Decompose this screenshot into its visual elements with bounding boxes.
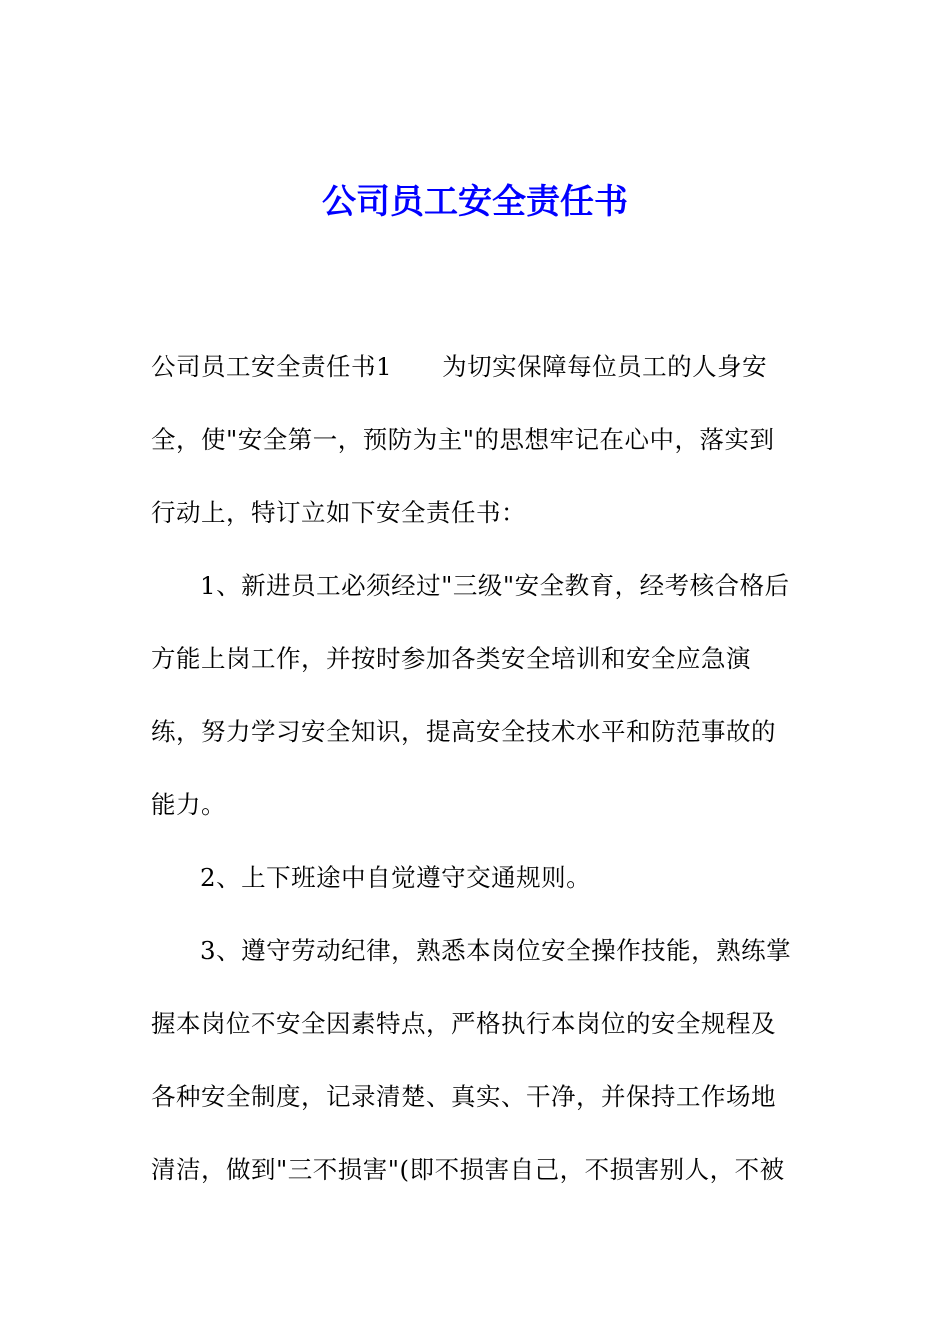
paragraph-line: 清洁，做到"三不损害"(即不损害自己，不损害别人，不被 <box>151 1155 785 1184</box>
paragraph-line: 能力。 <box>151 790 226 819</box>
paragraph-line: 练，努力学习安全知识，提高安全技术水平和防范事故的 <box>151 717 776 746</box>
intro-text: 为切实保障每位员工的人身安 <box>442 352 768 381</box>
paragraph-line: 全，使"安全第一，预防为主"的思想牢记在心中，落实到 <box>151 425 775 454</box>
paragraph-line: 方能上岗工作，并按时参加各类安全培训和安全应急演 <box>151 644 751 673</box>
document-body <box>151 330 806 1206</box>
paragraph-line: 2、上下班途中自觉遵守交通规则。 <box>200 863 592 892</box>
paragraph-line <box>151 330 806 403</box>
section-heading: 公司员工安全责任书1 <box>151 352 393 381</box>
paragraph-line: 各种安全制度，记录清楚、真实、干净，并保持工作场地 <box>151 1082 776 1111</box>
paragraph-line: 行动上，特订立如下安全责任书： <box>151 498 526 527</box>
document-title: 公司员工安全责任书 <box>322 182 628 222</box>
paragraph-line: 3、遵守劳动纪律，熟悉本岗位安全操作技能，熟练掌 <box>200 936 792 965</box>
paragraph-line: 1、新进员工必须经过"三级"安全教育，经考核合格后 <box>200 571 790 600</box>
paragraph-line: 握本岗位不安全因素特点，严格执行本岗位的安全规程及 <box>151 1009 776 1038</box>
